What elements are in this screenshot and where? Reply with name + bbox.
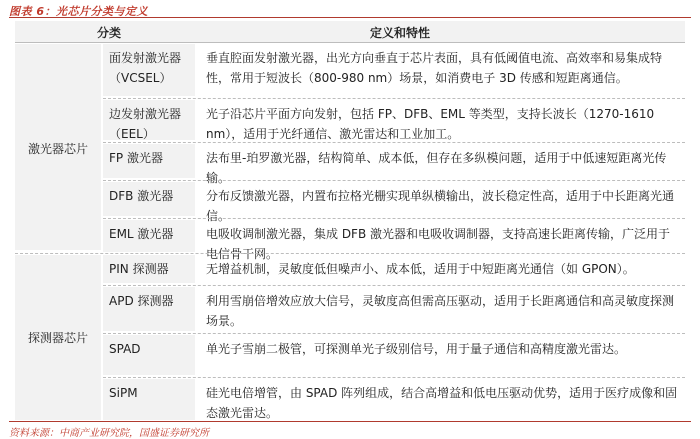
- row-separator: [103, 142, 685, 143]
- row-label: PIN 探测器: [103, 255, 195, 283]
- group-detector-label: 探测器芯片: [27, 331, 88, 345]
- group-separator: [15, 253, 685, 254]
- row-separator: [103, 218, 685, 219]
- row-separator: [103, 180, 685, 181]
- table-row: [103, 220, 685, 261]
- table-row: [103, 44, 685, 96]
- row-label: SPAD: [103, 335, 195, 375]
- top-rule: [9, 17, 691, 18]
- row-label: EML 激光器: [103, 220, 195, 252]
- group-laser-chips: [15, 44, 101, 250]
- row-label: FP 激光器: [103, 144, 195, 178]
- bottom-rule: [9, 421, 691, 422]
- table-row: [103, 255, 685, 283]
- row-separator: [103, 98, 685, 99]
- row-definition: 利用雪崩倍增效应放大信号，灵敏度高但需高压驱动，适用于长距离通信和高灵敏度探测场景。: [206, 294, 675, 328]
- row-separator: [103, 285, 685, 286]
- row-separator: [103, 333, 685, 334]
- table-row: [103, 182, 685, 223]
- table-header: [15, 21, 685, 43]
- row-definition: 光子沿芯片平面方向发射，包括 FP、DFB、EML 等类型，支持长波长（1270-1610 nm），适用于光纤通信、激光雷达和工业加工。: [206, 107, 655, 141]
- header-category: 分类: [97, 26, 122, 40]
- group-laser-label: 激光器芯片: [27, 142, 88, 156]
- row-label: 边发射激光器（EEL）: [103, 100, 195, 140]
- row-label: DFB 激光器: [103, 182, 195, 216]
- table-row: [103, 335, 685, 375]
- row-definition: 垂直腔面发射激光器，出光方向垂直于芯片表面，具有低阈值电流、高效率和易集成特性，常用于短波长（800-980 nm）场景，如消费电子 3D 传感和短距离通信。: [206, 51, 663, 85]
- row-definition: 法布里-珀罗激光器，结构简单、成本低，但存在多纵模问题，适用于中低速短距离光传输。: [206, 151, 667, 185]
- group-detector-chips: [15, 255, 101, 420]
- row-label: SiPM: [103, 379, 195, 420]
- row-separator: [103, 377, 685, 378]
- table-row: [103, 144, 685, 185]
- row-label: APD 探测器: [103, 287, 195, 331]
- row-definition: 硅光电倍增管，由 SPAD 阵列组成，结合高增益和低电压驱动优势，适用于医疗成像和固态激光雷达。: [206, 386, 678, 420]
- table-row: [103, 379, 685, 420]
- header-definition: 定义和特性: [370, 26, 431, 40]
- figure-caption: 图表 6：光芯片分类与定义: [9, 5, 148, 18]
- row-definition: 电吸收调制激光器，集成 DFB 激光器和电吸收调制器，支持高速长距离传输，广泛用于电信骨干网。: [206, 227, 671, 261]
- row-definition: 分布反馈激光器，内置布拉格光栅实现单纵横输出，波长稳定性高，适用于中长距离光通信。: [206, 189, 675, 223]
- row-label: 面发射激光器（VCSEL）: [103, 44, 195, 96]
- row-definition: 单光子雪崩二极管，可探测单光子级别信号，用于量子通信和高精度激光雷达。: [206, 342, 627, 356]
- source-note: 资料来源：中商产业研究院，国盛证券研究所: [9, 428, 209, 439]
- table-row: [103, 287, 685, 331]
- table-row: [103, 100, 685, 140]
- row-definition: 无增益机制，灵敏度低但噪声小、成本低，适用于中短距离光通信（如 GPON）。: [206, 262, 635, 276]
